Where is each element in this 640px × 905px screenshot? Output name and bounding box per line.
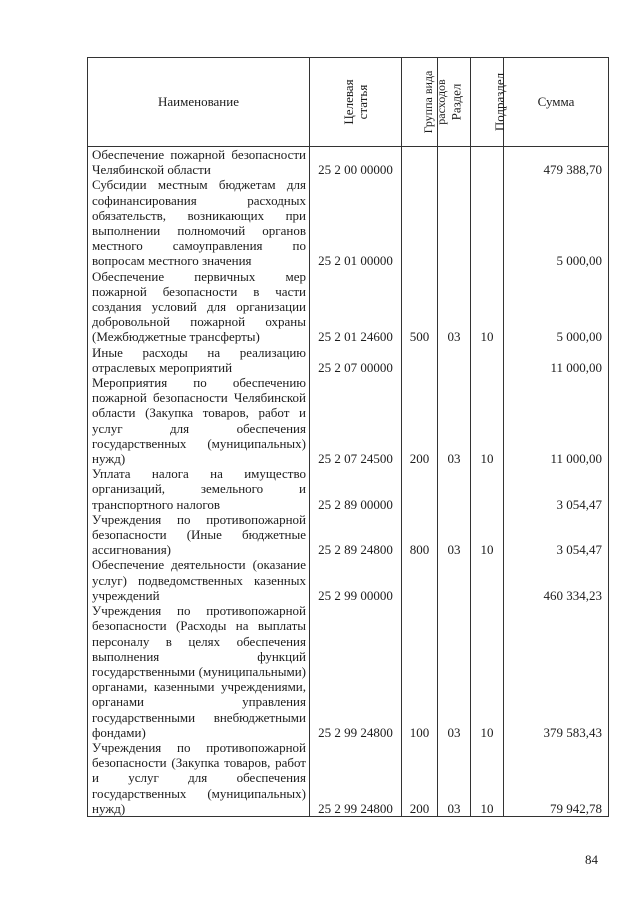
cell-section: 03 [438,603,471,740]
table-row [88,603,609,740]
table-row [88,375,609,466]
cell-code: 25 2 00 00000 [310,147,402,178]
cell-group: 200 [402,740,438,817]
cell-subsection [471,557,504,603]
cell-section: 03 [438,269,471,345]
cell-code: 25 2 01 00000 [310,177,402,268]
header-amount: Сумма [504,58,609,147]
cell-group [402,345,438,375]
cell-amount: 11 000,00 [504,345,609,375]
cell-group [402,177,438,268]
page-number: 84 [585,852,598,867]
cell-name: Иные расходы на реализацию отраслевых мероприятий [88,345,310,375]
table-header-row [88,58,609,147]
cell-subsection: 10 [471,375,504,466]
header-group: Группа вида расходов [402,58,438,147]
cell-code: 25 2 99 24800 [310,740,402,817]
cell-name: Обеспечение деятельности (оказание услуг) подведомственных казенных учреждений [88,557,310,603]
cell-amount: 5 000,00 [504,269,609,345]
table-row [88,512,609,558]
cell-section [438,177,471,268]
cell-amount: 11 000,00 [504,375,609,466]
table-row [88,269,609,345]
cell-name: Мероприятия по обеспечению пожарной безопасности Челябинской области (Закупка товаров, работ и услуг для обеспечения государственных (муниципальных) нужд) [88,375,310,466]
cell-code: 25 2 89 00000 [310,466,402,512]
cell-section [438,147,471,178]
cell-code: 25 2 99 24800 [310,603,402,740]
table-row [88,557,609,603]
table-body [88,147,609,817]
cell-subsection [471,466,504,512]
cell-amount: 460 334,23 [504,557,609,603]
cell-code: 25 2 01 24600 [310,269,402,345]
cell-code: 25 2 07 00000 [310,345,402,375]
cell-section [438,466,471,512]
cell-code: 25 2 07 24500 [310,375,402,466]
cell-subsection [471,345,504,375]
cell-group: 800 [402,512,438,558]
table-row [88,466,609,512]
cell-name: Учреждения по противопожарной безопасности (Закупка товаров, работ и услуг для обеспечения государственных (муниципальных) нужд) [88,740,310,817]
cell-amount: 3 054,47 [504,466,609,512]
cell-group: 100 [402,603,438,740]
cell-code: 25 2 99 00000 [310,557,402,603]
budget-table-frame [87,57,608,847]
cell-section: 03 [438,512,471,558]
table-row [88,345,609,375]
cell-group [402,557,438,603]
budget-table [87,57,609,817]
cell-section: 03 [438,375,471,466]
header-subsection: Подраздел [471,58,504,147]
cell-name: Учреждения по противопожарной безопасности (Иные бюджетные ассигнования) [88,512,310,558]
cell-name: Обеспечение пожарной безопасности Челябинской области [88,147,310,178]
header-section: Раздел [438,58,471,147]
table-row [88,740,609,817]
table-row [88,177,609,268]
cell-group [402,466,438,512]
cell-code: 25 2 89 24800 [310,512,402,558]
cell-subsection [471,177,504,268]
cell-name: Учреждения по противопожарной безопасности (Расходы на выплаты персоналу в целях обеспечения выполнения функций государственными (муниципальными) органами, казенными учреждениями, органами управления государственными внебюджетными фондами) [88,603,310,740]
cell-amount: 5 000,00 [504,177,609,268]
cell-subsection: 10 [471,269,504,345]
cell-group [402,147,438,178]
cell-subsection: 10 [471,603,504,740]
header-code: Целевая статья [310,58,402,147]
cell-subsection [471,147,504,178]
cell-group: 200 [402,375,438,466]
table-row [88,147,609,178]
cell-amount: 79 942,78 [504,740,609,817]
cell-amount: 3 054,47 [504,512,609,558]
header-name: Наименование [88,58,310,147]
cell-subsection: 10 [471,512,504,558]
cell-name: Субсидии местным бюджетам для софинансирования расходных обязательств, возникающих при выполнении полномочий органов местного самоуправления по вопросам местного значения [88,177,310,268]
cell-section [438,345,471,375]
cell-amount: 379 583,43 [504,603,609,740]
cell-section: 03 [438,740,471,817]
cell-group: 500 [402,269,438,345]
cell-amount: 479 388,70 [504,147,609,178]
cell-subsection: 10 [471,740,504,817]
cell-name: Уплата налога на имущество организаций, земельного и транспортного налогов [88,466,310,512]
cell-section [438,557,471,603]
cell-name: Обеспечение первичных мер пожарной безопасности в части создания условий для организации добровольной пожарной охраны (Межбюджетные трансферты) [88,269,310,345]
